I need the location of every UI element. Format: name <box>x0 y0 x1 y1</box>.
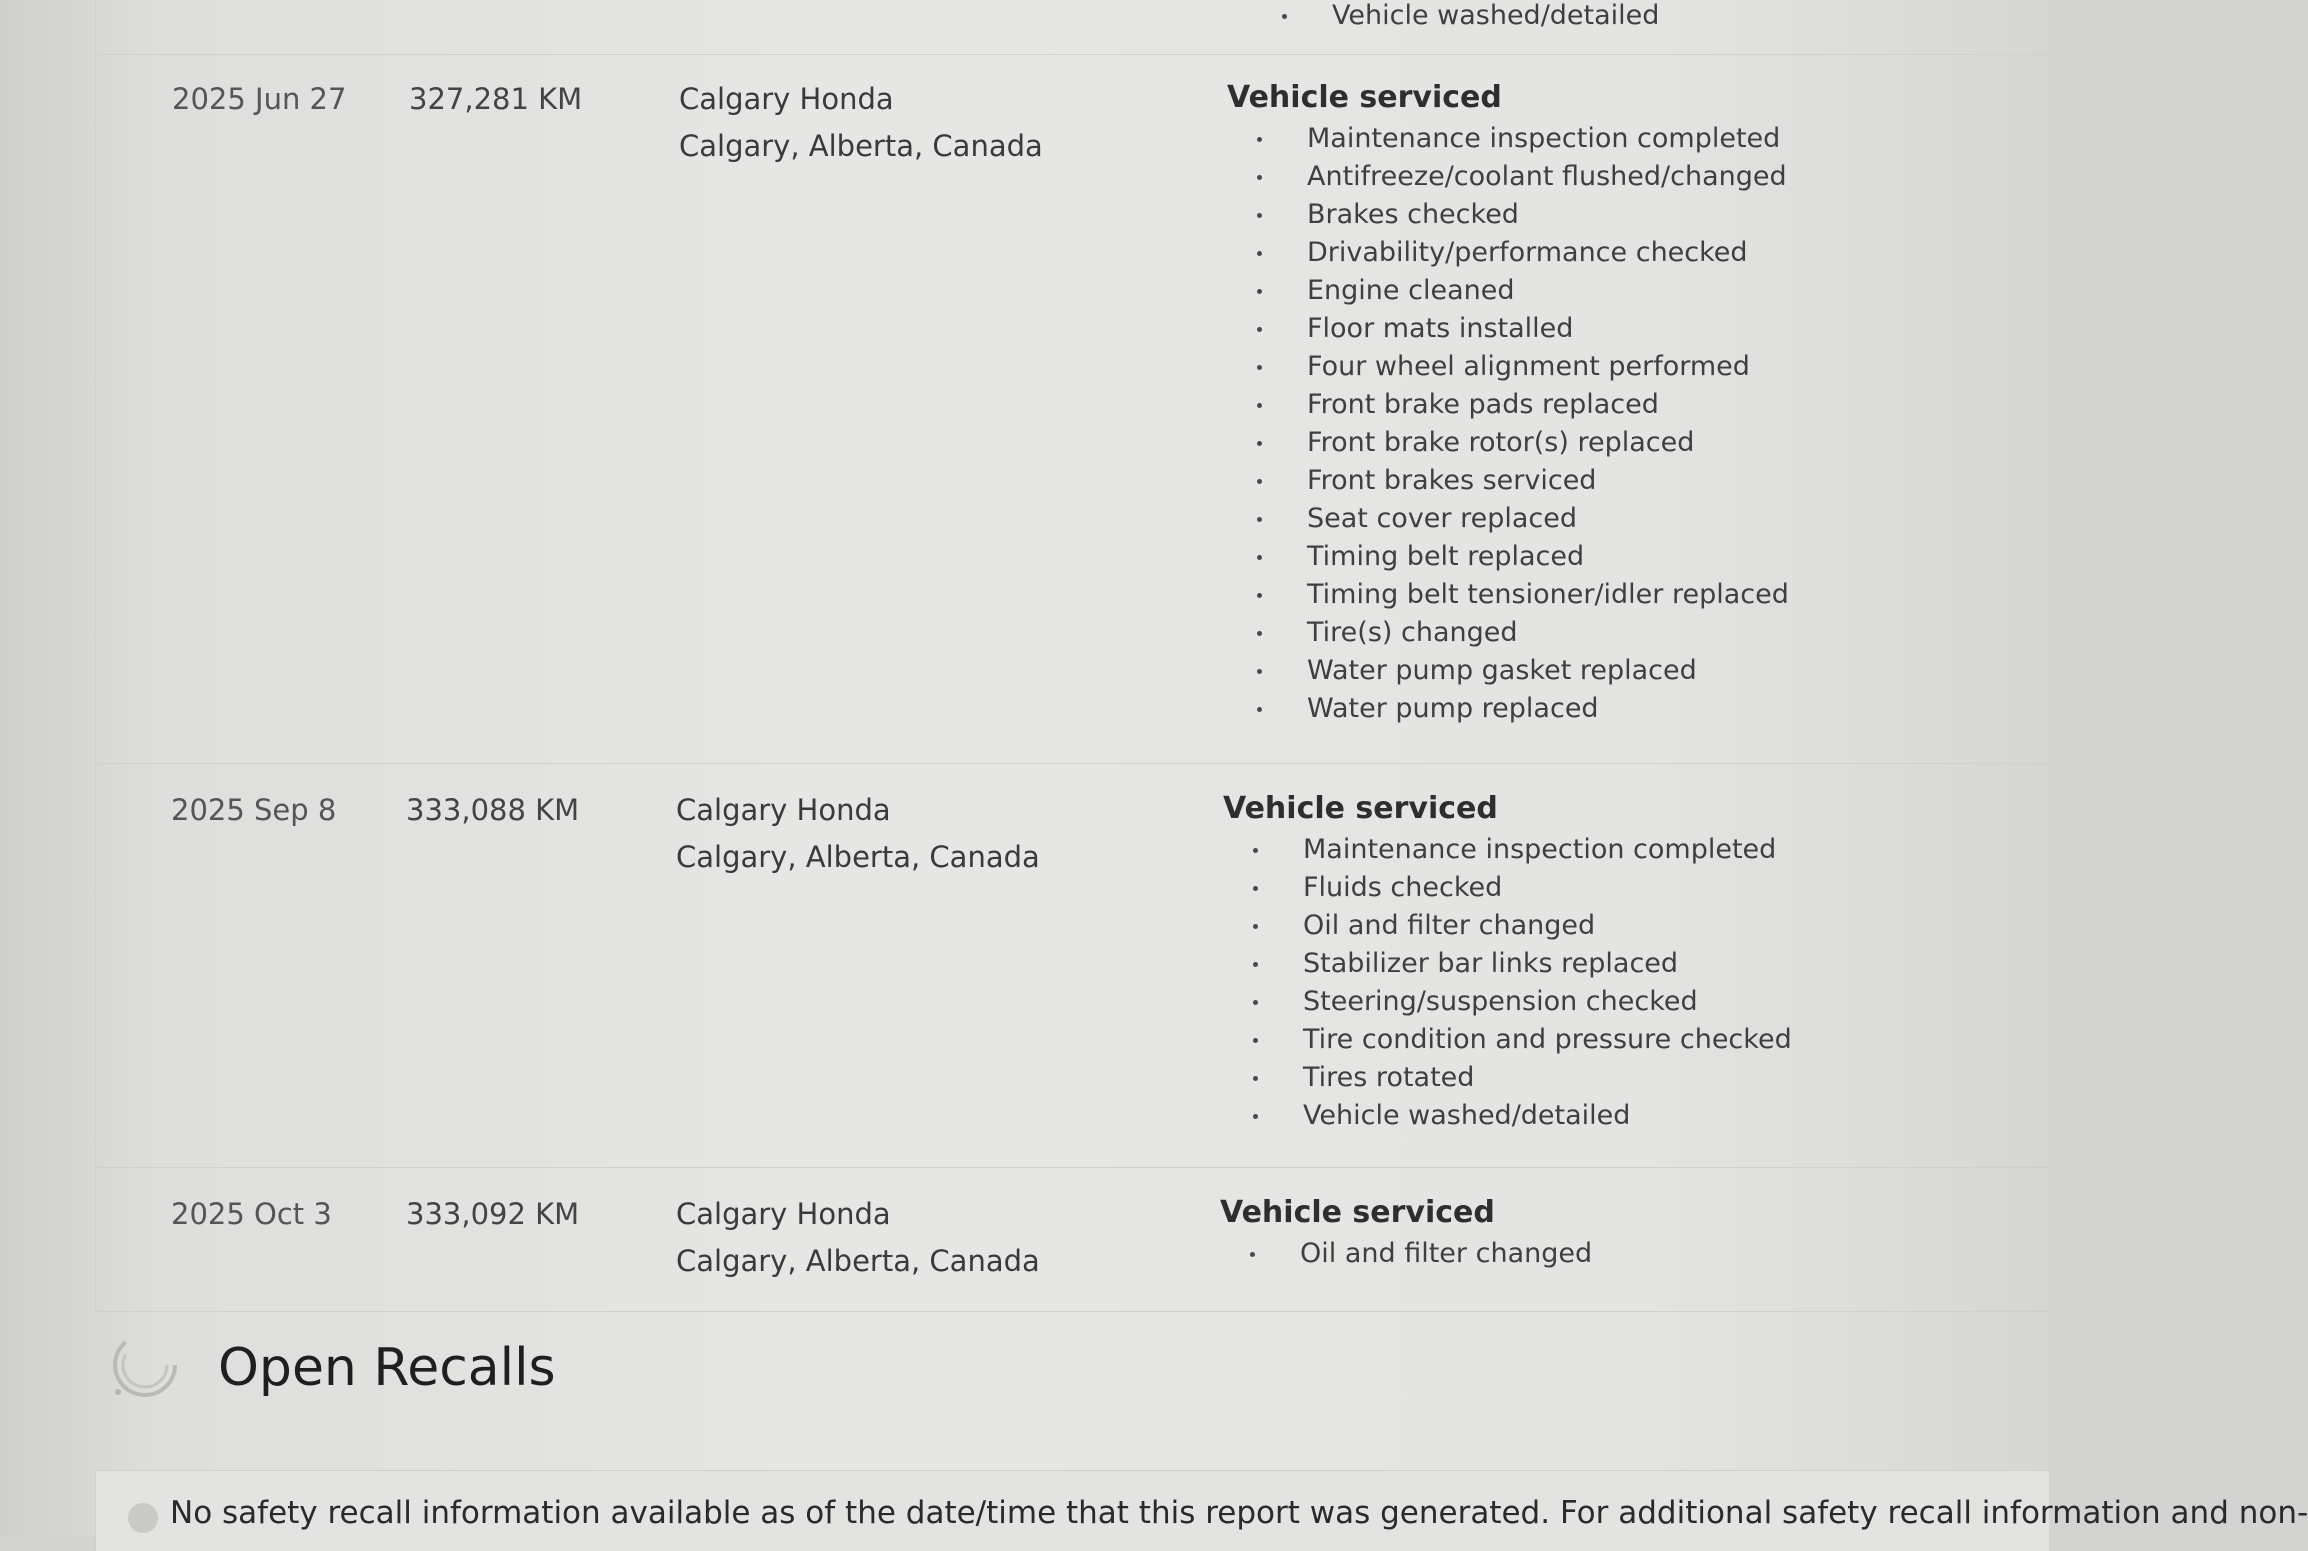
service-item: Four wheel alignment performed <box>1227 348 1789 386</box>
source-location: Calgary, Alberta, Canada <box>676 1244 1040 1278</box>
record-details <box>1227 76 1789 728</box>
service-item: Vehicle washed/detailed <box>1223 1097 1792 1135</box>
source-location: Calgary, Alberta, Canada <box>679 129 1043 163</box>
record-source <box>676 1191 1040 1285</box>
source-location: Calgary, Alberta, Canada <box>676 840 1040 874</box>
details-list <box>1227 120 1789 728</box>
record-date: 2025 Oct 3 <box>171 1197 332 1231</box>
details-list <box>1223 831 1792 1135</box>
service-item: Fluids checked <box>1223 869 1792 907</box>
record-source <box>679 76 1043 170</box>
previous-record-items <box>1252 0 1659 35</box>
source-name: Calgary Honda <box>676 1197 891 1231</box>
service-item: Front brake pads replaced <box>1227 386 1789 424</box>
details-title: Vehicle serviced <box>1220 1195 1495 1230</box>
service-item: Front brakes serviced <box>1227 462 1789 500</box>
service-item: Tire(s) changed <box>1227 614 1789 652</box>
recall-message: No safety recall information available as of the date/time that this report was generated. For additional safety recall information and non- <box>170 1495 2308 1531</box>
record-divider <box>96 54 2049 55</box>
info-icon <box>128 1503 158 1533</box>
service-item: Stabilizer bar links replaced <box>1223 945 1792 983</box>
service-item: Tire condition and pressure checked <box>1223 1021 1792 1059</box>
service-item: Maintenance inspection completed <box>1223 831 1792 869</box>
service-item: Steering/suspension checked <box>1223 983 1792 1021</box>
recall-notice <box>95 1470 2308 1551</box>
record-divider <box>96 763 2049 764</box>
service-item: Maintenance inspection completed <box>1227 120 1789 158</box>
service-item: Vehicle washed/detailed <box>1252 0 1659 35</box>
service-item: Front brake rotor(s) replaced <box>1227 424 1789 462</box>
service-item: Tires rotated <box>1223 1059 1792 1097</box>
record-divider <box>96 1167 2049 1168</box>
details-list <box>1220 1235 1592 1273</box>
recall-alert-icon <box>110 1330 180 1400</box>
service-item: Seat cover replaced <box>1227 500 1789 538</box>
service-item: Antifreeze/coolant flushed/changed <box>1227 158 1789 196</box>
service-item: Timing belt replaced <box>1227 538 1789 576</box>
record-divider <box>96 1311 2049 1312</box>
details-title: Vehicle serviced <box>1227 80 1502 115</box>
source-name: Calgary Honda <box>676 793 891 827</box>
service-history-panel <box>95 0 2049 1312</box>
record-source <box>676 787 1040 881</box>
service-item: Drivability/performance checked <box>1227 234 1789 272</box>
record-details <box>1223 787 1792 1135</box>
record-details <box>1220 1191 1592 1273</box>
record-odometer: 333,088 KM <box>406 793 580 827</box>
service-item: Engine cleaned <box>1227 272 1789 310</box>
service-item: Water pump gasket replaced <box>1227 652 1789 690</box>
record-odometer: 333,092 KM <box>406 1197 580 1231</box>
record-date: 2025 Jun 27 <box>172 82 347 116</box>
record-date: 2025 Sep 8 <box>171 793 337 827</box>
service-item: Floor mats installed <box>1227 310 1789 348</box>
service-item: Oil and filter changed <box>1220 1235 1592 1273</box>
source-name: Calgary Honda <box>679 82 894 116</box>
service-item: Brakes checked <box>1227 196 1789 234</box>
details-title: Vehicle serviced <box>1223 791 1498 826</box>
service-item: Timing belt tensioner/idler replaced <box>1227 576 1789 614</box>
service-item: Water pump replaced <box>1227 690 1789 728</box>
section-title: Open Recalls <box>218 1338 556 1398</box>
service-item: Oil and filter changed <box>1223 907 1792 945</box>
record-odometer: 327,281 KM <box>409 82 583 116</box>
